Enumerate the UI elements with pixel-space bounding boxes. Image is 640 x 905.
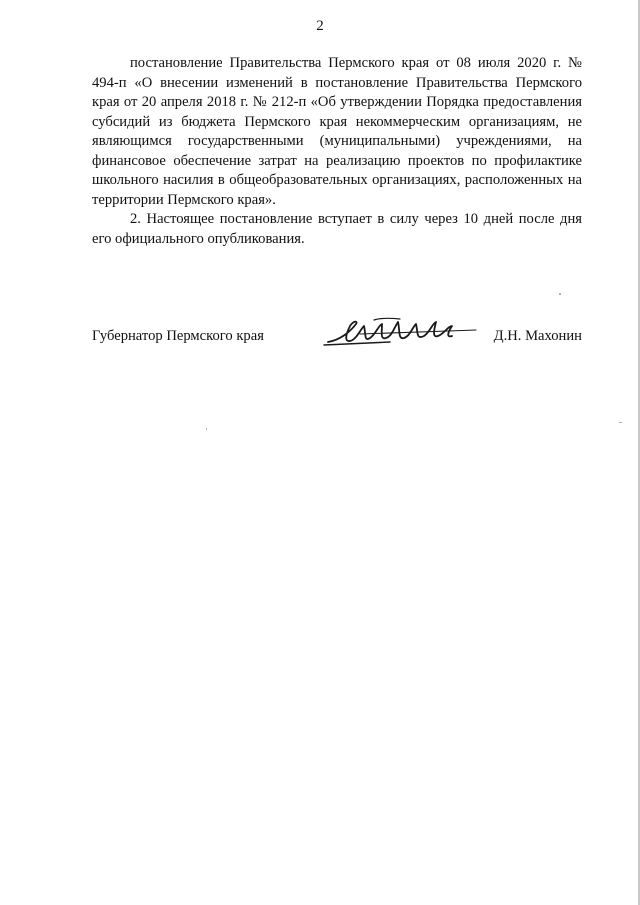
signatory-name: Д.Н. Махонин	[493, 328, 582, 344]
paragraph-effective-date: 2. Настоящее постановление вступает в силу через 10 дней после дня его официального опубликования.	[92, 211, 582, 247]
scan-speck	[559, 293, 561, 295]
handwritten-signature	[320, 314, 480, 350]
scan-speck	[206, 428, 207, 430]
document-body	[92, 54, 582, 249]
signatory-position: Губернатор Пермского края	[92, 328, 264, 344]
signature-block	[92, 328, 582, 358]
scan-speck	[619, 422, 622, 423]
paragraph-continuation: постановление Правительства Пермского края от 08 июля 2020 г. № 494-п «О внесении изменений в постановление Правительства Пермского края от 20 апреля 2018 г. № 212-п «Об утверждении Порядка предоставления субсидий из бюджета Пермского края некоммерческим организациям, не являющимся государственными (муниципальными) учреждениями, на финансовое обеспечение затрат на реализацию проектов по профилактике школьного насилия в общеобразовательных организациях, расположенных на территории Пермского края».	[92, 55, 582, 208]
page-number: 2	[316, 18, 324, 34]
